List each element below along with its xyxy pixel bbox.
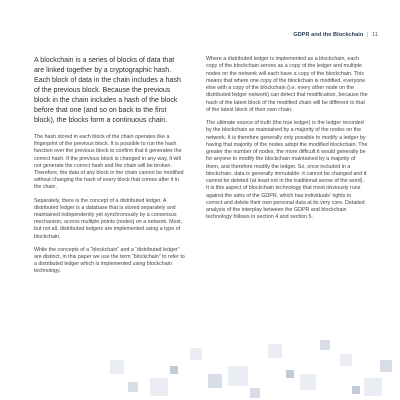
right-column xyxy=(206,56,368,228)
paragraph-terminology: While the concepts of a “blockchain” and a “distributed ledger” are distinct, in this paper we use the term “blockchain” to refer to a distributed ledger which is implemented using blockchain technology. xyxy=(34,246,185,275)
paragraph-hash-fingerprint: The hash stored in each block of the chain operates like a fingerprint of the previous block. It is possible to run the hash function over the previous block to confirm that it generates the correct hash. If the previous block is changed in any way, it will not generate the correct hash and the chain will be broken. Therefore, the data of any block in the chain cannot be modified without changing the hash of every block that comes after it in the chain. xyxy=(34,134,184,191)
deco-block xyxy=(190,348,202,360)
header-separator: | xyxy=(366,32,369,38)
deco-block xyxy=(250,388,260,398)
deco-block xyxy=(286,370,294,378)
deco-block xyxy=(150,378,168,396)
deco-block xyxy=(320,340,330,350)
running-header xyxy=(293,32,378,38)
paragraph-source-of-truth: The ultimate source of truth (the true ledger) is the ledger recorded by the blockchain as maintained by a majority of the nodes on the network. It is therefore generally only possible to modify a ledger by having that majority of the nodes adopt the modified blockchain. The greater the number of nodes, the more difficult it would generally be for anyone to modify the blockchain maintained by a majority of them, and therefore modify the ledger. So, once included in a blockchain, data is generally immutable: it cannot be changed and it cannot be deleted (at least not in the traditional sense of the word). It is this aspect of blockchain technology that most obviously runs against the aims of the GDPR, which has individuals’ rights to correct and delete their own personal data at its very core. Detailed analysis of the interplay between the GDPR and blockchain technology follows in section 4 and section 5. xyxy=(206,120,368,221)
decorative-block-pattern xyxy=(0,330,400,400)
deco-block xyxy=(340,354,352,366)
deco-block xyxy=(364,378,382,396)
deco-block xyxy=(110,360,124,374)
section-title: GDPR and the Blockchain xyxy=(293,32,364,38)
deco-block xyxy=(228,366,248,386)
left-column xyxy=(34,56,186,282)
deco-block xyxy=(300,374,316,390)
deco-block xyxy=(268,344,282,358)
deco-block xyxy=(170,366,178,374)
deco-block xyxy=(208,374,222,388)
deco-block xyxy=(352,386,360,394)
paragraph-ledger-copies: Where a distributed ledger is implemented as a blockchain, each copy of the blockchain serves as a copy of the ledger and multiple nodes on the network will each have a copy of the blockchain. This means that where one copy of the blockchain is modified, everyone else with a copy of the blockchain (i.e. every other node on the distributed ledger network) can detect that modification, because the hash of the latest block of the modified chain will be different to that of the latest block of their own chain. xyxy=(206,56,368,113)
page-number: 11 xyxy=(372,32,378,38)
paragraph-distributed-ledger: Separately, there is the concept of a distributed ledger. A distributed ledger is a database that is stored separately and maintained independently yet synchronously by a consensus mechanism, across multiple points (nodes) on a network. Most, but not all, distributed ledgers are implemented using a type of blockchain. xyxy=(34,197,183,240)
lead-paragraph: A blockchain is a series of blocks of data that are linked together by a cryptographic hash. Each block of data in the chain includes a hash of the previous block. Because the previous block in the chain includes a hash of the block before that one (and so on back to the first block), the blocks form a continuous chain. xyxy=(34,57,181,124)
deco-block xyxy=(380,360,392,372)
deco-block xyxy=(128,382,138,392)
